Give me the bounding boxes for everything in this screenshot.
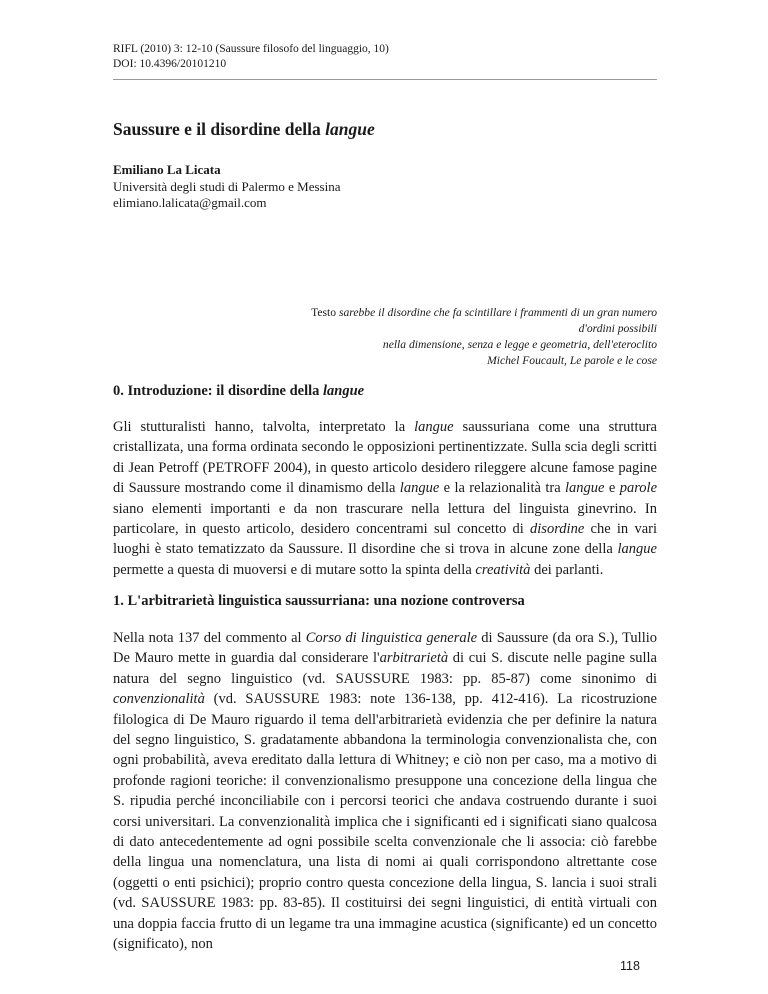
paragraph-introduction: Gli stutturalisti hanno, talvolta, interpretato la langue saussuriana come una struttura cristallizata, una forma ordinata secondo le opposizioni pertinentizzate. Sulla scia degli scritti di Jean Petroff (PETROFF 2004), in questo articolo desidero rileggere alcune famose pagine di Saussure mostrando come il dinamismo della langue e la relazionalità tra langue e parole siano elementi importanti e da non trascurare nella lettura del linguista ginevrino. In particolare, in questo articolo, desidero concentrami sul concetto di disordine che in vari luoghi è stato tematizzato da Saussure. Il disordine che si trova in alcune zone della langue permette a questa di muoversi e di mutare sotto la spinta della creatività dei parlanti. — [113, 419, 658, 578]
author-email: elimiano.lalicata@gmail.com — [113, 195, 267, 210]
paragraph-arbitrarieta: Nella nota 137 del commento al Corso di linguistica generale di Saussure (da ora S.), Tullio De Mauro mette in guardia dal considerare l'arbitrarietà di cui S. discute nelle pagine sulla natura del segno linguistico (vd. SAUSSURE 1983: pp. 85-87) come sinonimo di convenzionalità (vd. SAUSSURE 1983: note 136-138, pp. 412-416). La ricostruzione filologica di De Mauro riguardo il tema dell'arbitrarietà evidenzia che per definire la natura del segno linguistico, S. gradatamente abbandona la terminologia convenzionalista che, con ogni probabilità, aveva ereditato dalla lettura di Whitney; e ciò non per caso, ma a motivo di profonde ragioni teoriche: il convenzionalismo presuppone una concezione della lingua che S. ripudia perché inconciliabile con i percorsi teorici che andava costruendo durante i suoi corsi universitari. La convenzionalità implica che i significanti ed i significati siano qualcosa di dato antecedentemente ad ogni possibile scelta convenzionale che li associa: ciò farebbe della lingua una nomenclatura, una lista di nomi ai quali corrispondono altrettante cose (oggetti o enti psichici); proprio contro questa concezione della lingua, S. lancia i suoi strali (vd. SAUSSURE 1983: pp. 83-85). Il costituirsi dei segni linguistici, di entità virtuali con una doppia faccia frutto di un legame tra una immagine acustica (significante) ed un concetto (significato), non — [113, 630, 657, 953]
section-heading-introduction-text: 0. Introduzione: il disordine della — [113, 383, 324, 399]
epigraph-text-2: nella dimensione, senza e legge e geometria, dell'eteroclito — [382, 338, 657, 351]
epigraph-lead: Testo — [311, 306, 339, 319]
doi: DOI: 10.4396/20101210 — [113, 58, 227, 70]
epigraph-line-2 — [300, 337, 657, 353]
section-heading-arbitrarieta: 1. L'arbitrarietà linguistica saussurriana: una nozione controversa — [113, 593, 525, 609]
journal-citation: RIFL (2010) 3: 12-10 (Saussure filosofo del linguaggio, 10) — [113, 43, 389, 55]
epigraph — [300, 305, 657, 369]
article-title-text: Saussure e il disordine della — [113, 119, 326, 139]
epigraph-attribution — [300, 353, 657, 369]
author-affiliation: Università degli studi di Palermo e Messina — [113, 178, 341, 194]
running-header — [113, 42, 389, 72]
author-name: Emiliano La Licata — [113, 162, 221, 177]
article-title — [113, 119, 375, 140]
epigraph-text-1: sarebbe il disordine che fa scintillare i frammenti di un gran numero d'ordini possibili — [338, 306, 657, 335]
article-title-italic: langue — [325, 119, 375, 139]
page-number: 118 — [620, 959, 640, 973]
epigraph-attribution-text: Michel Foucault, Le parole e le cose — [487, 354, 657, 367]
header-divider — [113, 79, 657, 80]
section-heading-introduction-italic: langue — [323, 383, 365, 399]
author-block — [113, 162, 340, 212]
epigraph-line-1 — [300, 305, 657, 337]
section-heading-introduction — [113, 383, 364, 400]
